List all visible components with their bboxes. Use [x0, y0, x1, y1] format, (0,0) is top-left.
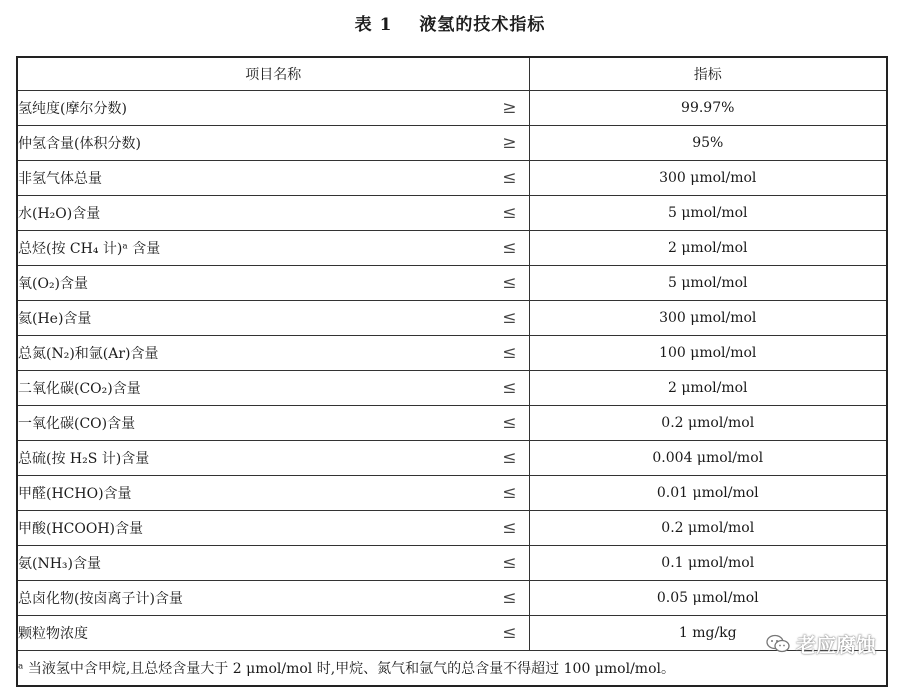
spec-value: 95%: [529, 126, 887, 161]
spec-value: 100 μmol/mol: [529, 336, 887, 371]
table-body: [17, 91, 887, 651]
item-name-cell: [17, 126, 529, 161]
watermark-text: 老应腐蚀: [796, 633, 876, 657]
spec-value: 5 μmol/mol: [529, 266, 887, 301]
table-row: [17, 406, 887, 441]
item-name: 总硫(按 H₂S 计)含量: [18, 451, 150, 467]
spec-value: 0.01 μmol/mol: [529, 476, 887, 511]
item-name-cell: [17, 406, 529, 441]
spec-value: 99.97%: [529, 91, 887, 126]
item-name: 颗粒物浓度: [18, 626, 88, 642]
spec-value: 2 μmol/mol: [529, 231, 887, 266]
spec-value: 300 μmol/mol: [529, 301, 887, 336]
item-name-cell: [17, 161, 529, 196]
table-row: [17, 126, 887, 161]
item-name-cell: [17, 441, 529, 476]
comparison-symbol: ≤: [502, 378, 517, 398]
table-row: [17, 441, 887, 476]
item-name-cell: [17, 266, 529, 301]
comparison-symbol: ≤: [502, 553, 517, 573]
item-name: 氧(O₂)含量: [18, 276, 89, 292]
item-name: 氢纯度(摩尔分数): [18, 101, 127, 117]
item-name-cell: [17, 91, 529, 126]
table-row: [17, 231, 887, 266]
comparison-symbol: ≤: [502, 623, 517, 643]
comparison-symbol: ≤: [502, 448, 517, 468]
spec-value: 0.05 μmol/mol: [529, 581, 887, 616]
item-name: 仲氢含量(体积分数): [18, 136, 141, 152]
item-name-cell: [17, 511, 529, 546]
table-row: [17, 161, 887, 196]
item-name-cell: [17, 196, 529, 231]
header-spec: 指标: [529, 57, 887, 91]
item-name-cell: [17, 476, 529, 511]
footnote-row: [17, 651, 887, 687]
item-name-cell: [17, 301, 529, 336]
table-row: [17, 371, 887, 406]
table-number: 表 1: [354, 15, 393, 35]
table-title-text: 液氢的技术指标: [419, 15, 546, 35]
spec-value: 0.2 μmol/mol: [529, 511, 887, 546]
item-name-cell: [17, 616, 529, 651]
spec-value: 1 mg/kg: [529, 616, 887, 651]
comparison-symbol: ≤: [502, 588, 517, 608]
table-row: [17, 546, 887, 581]
item-name: 二氧化碳(CO₂)含量: [18, 381, 141, 397]
footnote: ᵃ 当液氢中含甲烷,且总烃含量大于 2 μmol/mol 时,甲烷、氮气和氩气的总含量不得超过 100 μmol/mol。: [17, 651, 887, 687]
item-name-cell: [17, 546, 529, 581]
comparison-symbol: ≤: [502, 273, 517, 293]
comparison-symbol: ≤: [502, 238, 517, 258]
item-name: 甲醛(HCHO)含量: [18, 486, 132, 502]
item-name-cell: [17, 371, 529, 406]
item-name-cell: [17, 231, 529, 266]
table-row: [17, 336, 887, 371]
table-row: [17, 511, 887, 546]
wechat-icon: [766, 634, 790, 654]
item-name: 总氮(N₂)和氩(Ar)含量: [18, 346, 159, 362]
table-row: [17, 581, 887, 616]
comparison-symbol: ≤: [502, 308, 517, 328]
comparison-symbol: ≤: [502, 343, 517, 363]
item-name: 氨(NH₃)含量: [18, 556, 101, 572]
header-item-name: 项目名称: [17, 57, 529, 91]
item-name: 总卤化物(按卤离子计)含量: [18, 591, 183, 607]
item-name-cell: [17, 581, 529, 616]
table-row: [17, 476, 887, 511]
item-name: 氦(He)含量: [18, 311, 92, 327]
table-row: [17, 266, 887, 301]
item-name: 甲酸(HCOOH)含量: [18, 521, 144, 537]
header-row: [17, 57, 887, 91]
spec-value: 300 μmol/mol: [529, 161, 887, 196]
comparison-symbol: ≤: [502, 518, 517, 538]
item-name: 总烃(按 CH₄ 计)ᵃ 含量: [18, 241, 161, 257]
item-name: 一氧化碳(CO)含量: [18, 416, 136, 432]
table-row: [17, 196, 887, 231]
spec-value: 0.004 μmol/mol: [529, 441, 887, 476]
spec-value: 0.1 μmol/mol: [529, 546, 887, 581]
comparison-symbol: ≤: [502, 203, 517, 223]
item-name: 水(H₂O)含量: [18, 206, 101, 222]
spec-value: 0.2 μmol/mol: [529, 406, 887, 441]
spec-table: [16, 56, 888, 687]
table-row: [17, 91, 887, 126]
comparison-symbol: ≤: [502, 168, 517, 188]
comparison-symbol: ≤: [502, 413, 517, 433]
spec-value: 5 μmol/mol: [529, 196, 887, 231]
item-name: 非氢气体总量: [18, 171, 102, 187]
table-row: [17, 301, 887, 336]
spec-value: 2 μmol/mol: [529, 371, 887, 406]
table-row: [17, 616, 887, 651]
comparison-symbol: ≤: [502, 483, 517, 503]
table-title: [0, 10, 900, 35]
item-name-cell: [17, 336, 529, 371]
watermark: [766, 629, 876, 658]
comparison-symbol: ≥: [502, 133, 517, 153]
comparison-symbol: ≥: [502, 98, 517, 118]
